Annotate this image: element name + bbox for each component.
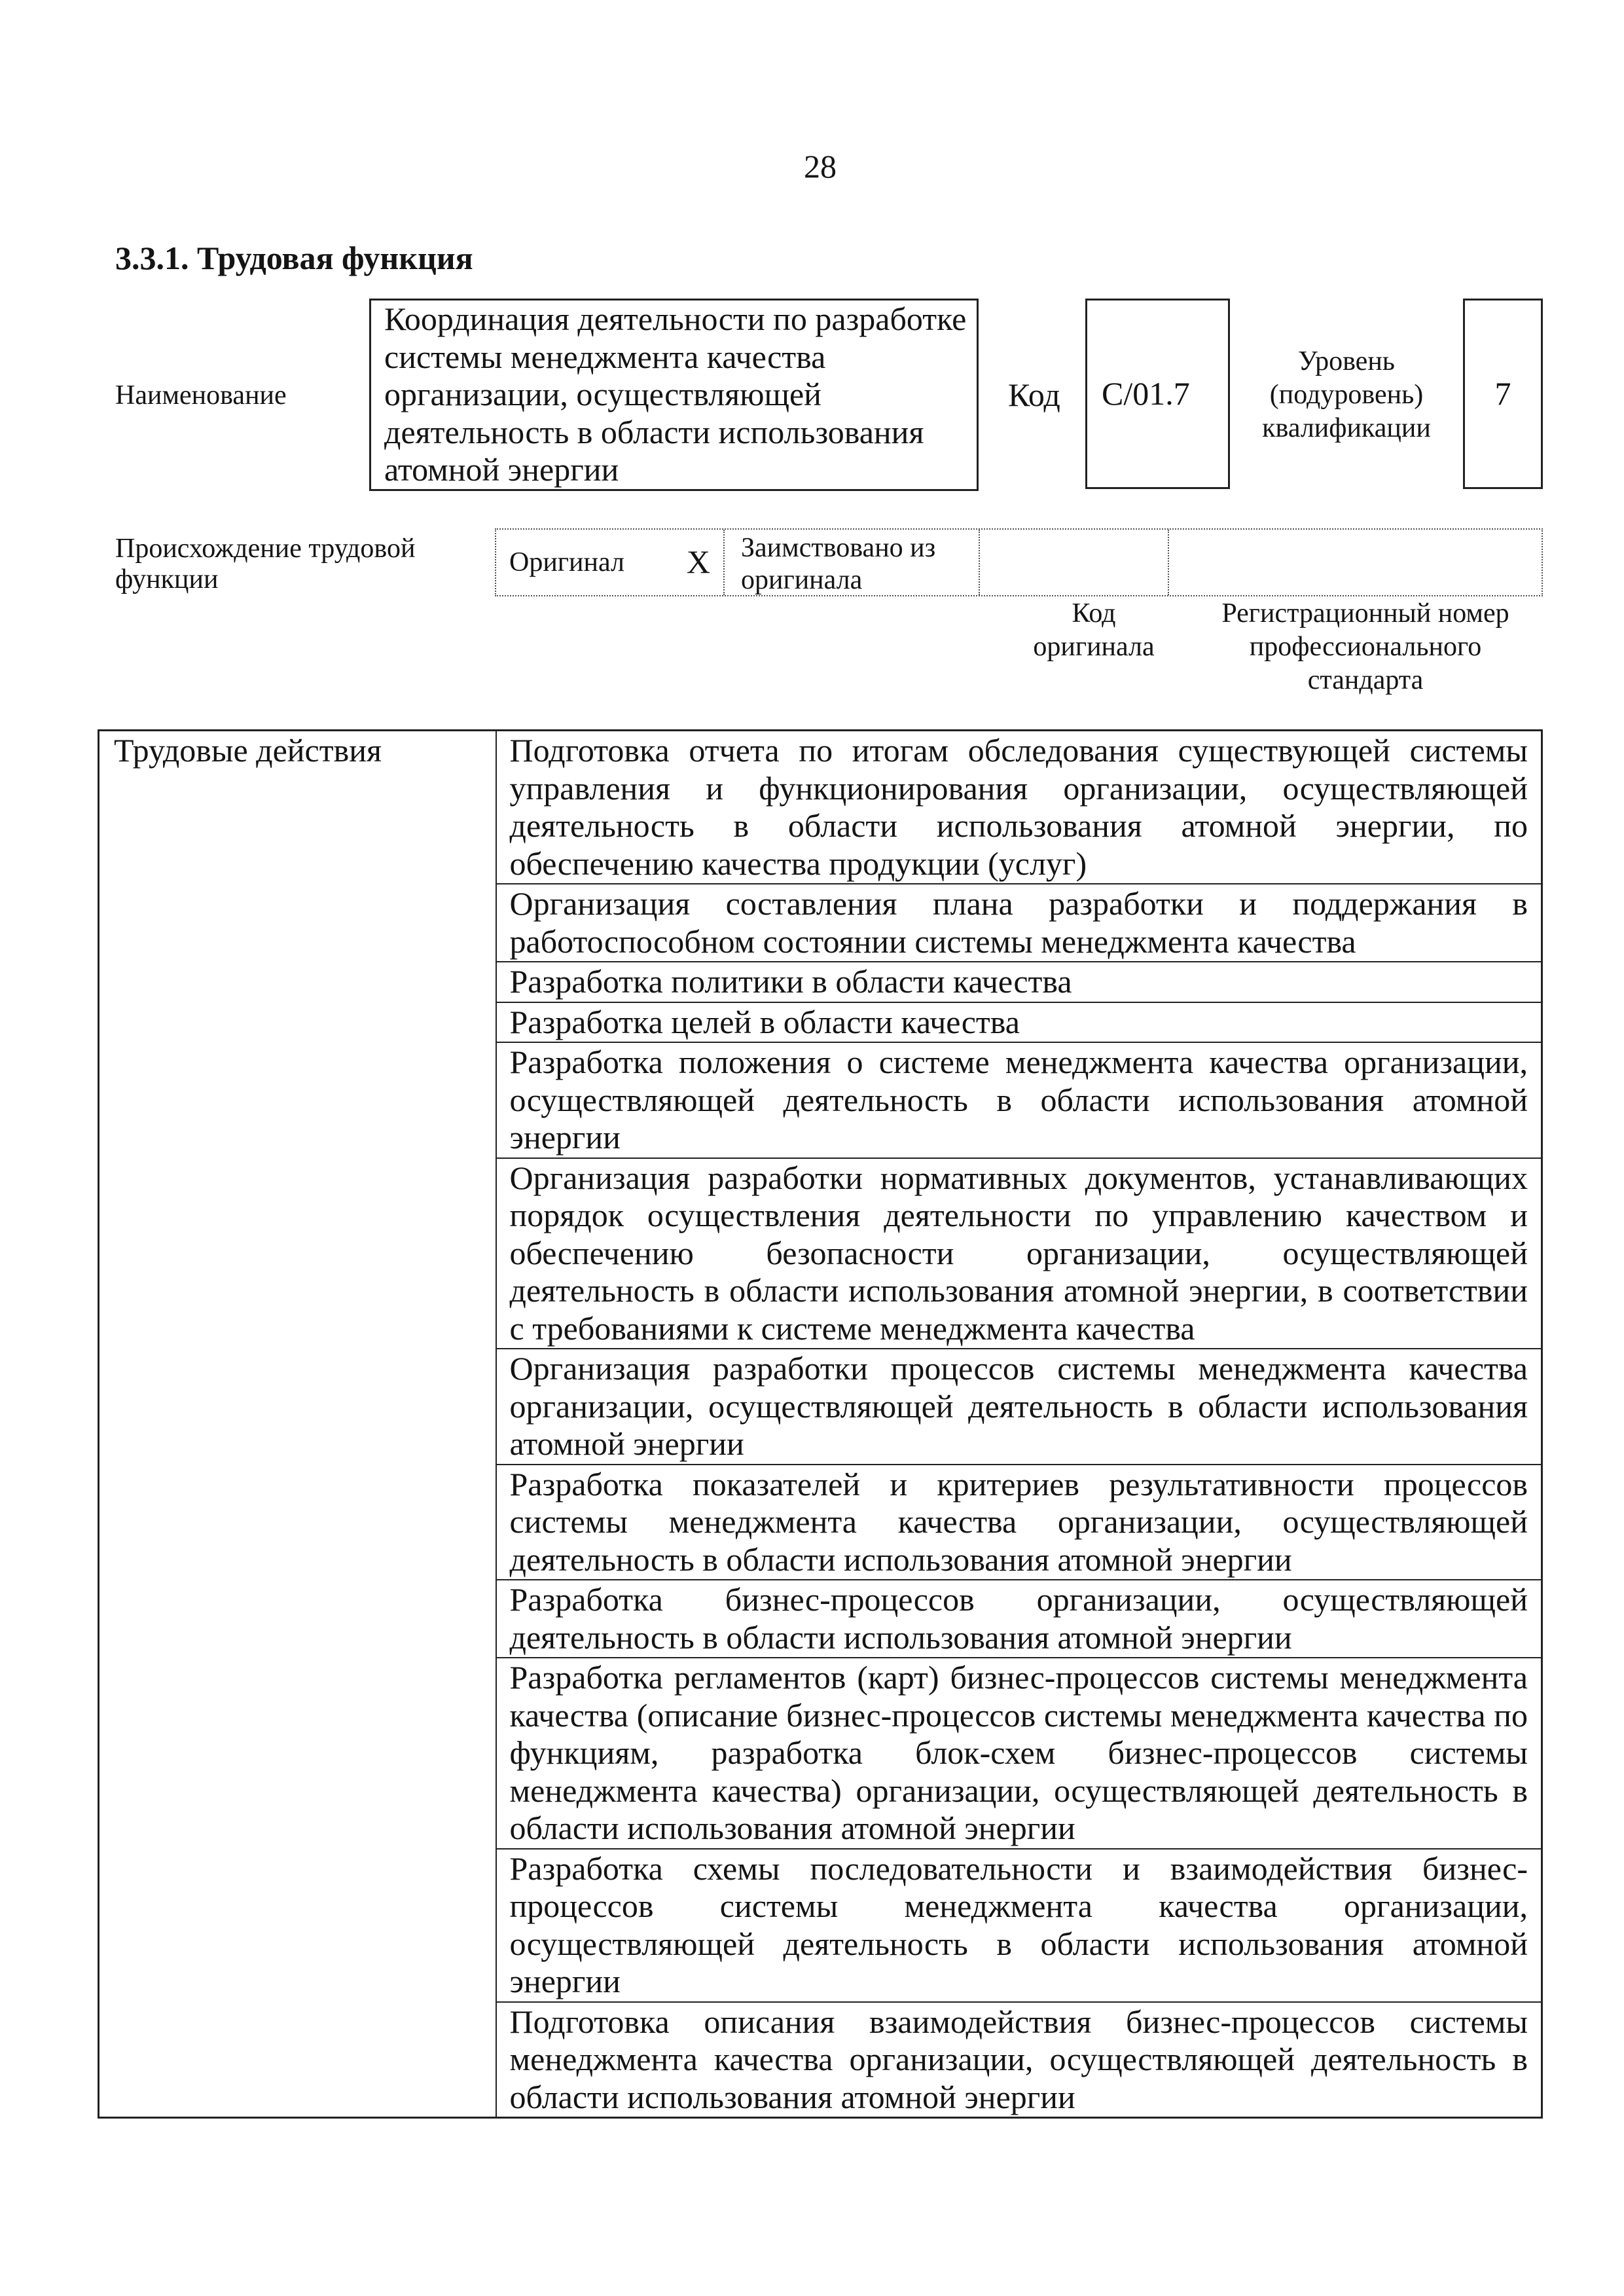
qualification-level-box [1463,299,1543,489]
labor-action-item: Разработка политики в области качества [496,962,1542,1002]
registration-number-caption: Регистрационный номер профессионального стандарта [1221,598,1509,695]
origin-label: Происхождение трудовой функции [115,534,416,594]
origin-table [495,528,1543,596]
labor-action-item: Организация составления плана разработки и поддержания в работоспособном состоянии системы менеджмента качества [496,884,1542,962]
section-heading: 3.3.1. Трудовая функция [115,240,473,276]
labor-action-item: Подготовка описания взаимодействия бизнес-процессов системы менеджмента качества организации, осуществляющей деятельность в области использования атомной энергии [496,2002,1542,2118]
origin-borrowed-cell [725,530,980,595]
labor-action-item: Организация разработки процессов системы менеджмента качества организации, осуществляющей деятельность в области использования атомной энергии [496,1349,1542,1465]
labor-action-item: Разработка целей в области качества [496,1002,1542,1043]
registration-number-cell [1169,530,1542,595]
function-name: Координация деятельности по разработке системы менеджмента качества организации, осуществляющей деятельность в области использования атомной энергии [384,301,967,488]
original-code-cell [980,530,1169,595]
table-row [99,731,1542,884]
function-code: C/01.7 [1102,374,1190,412]
labor-action-item: Разработка схемы последовательности и взаимодействия бизнес-процессов системы менеджмента качества организации, осуществляющей деятельность в области использования атомной энергии [496,1849,1542,2002]
function-name-box [369,299,979,491]
labor-action-item: Разработка бизнес-процессов организации, осуществляющей деятельность в области использования атомной энергии [496,1580,1542,1658]
qualification-level-label: Уровень (подуровень) квалификации [1262,346,1431,443]
borrowed-label: Заимствовано из оригинала [741,533,936,595]
origin-original-cell [496,530,725,595]
original-mark: X [686,543,710,581]
labor-action-item: Подготовка отчета по итогам обследования существующей системы управления и функционирования организации, осуществляющей деятельность в области использования атомной энергии, по обеспечению качества продукции (услуг) [496,731,1542,884]
labor-actions-table [98,729,1543,2119]
labor-action-item: Разработка показателей и критериев результативности процессов системы менеджмента качества организации, осуществляющей деятельность в области использования атомной энергии [496,1465,1542,1580]
name-label: Наименование [115,380,287,410]
original-label: Оригинал [509,547,624,577]
qualification-level: 7 [1494,374,1511,412]
code-label: Код [1008,376,1060,413]
labor-action-item: Организация разработки нормативных документов, устанавливающих порядок осуществления деятельности по управлению качеством и обеспечению безопасности организации, осуществляющей деятельность в области использования атомной энергии, в соответствии с требованиями к системе менеджмента качества [496,1158,1542,1349]
labor-actions-label: Трудовые действия [99,731,496,2118]
labor-action-item: Разработка положения о системе менеджмента качества организации, осуществляющей деятельность в области использования атомной энергии [496,1042,1542,1158]
page-number: 28 [804,148,837,185]
original-code-caption: Код оригинала [1033,598,1155,662]
labor-action-item: Разработка регламентов (карт) бизнес-процессов системы менеджмента качества (описание бизнес-процессов системы менеджмента качества по функциям, разработка блок-схем бизнес-процессов системы менеджмента качества) организации, осуществляющей деятельность в области использования атомной энергии [496,1658,1542,1849]
function-code-box [1085,299,1230,489]
